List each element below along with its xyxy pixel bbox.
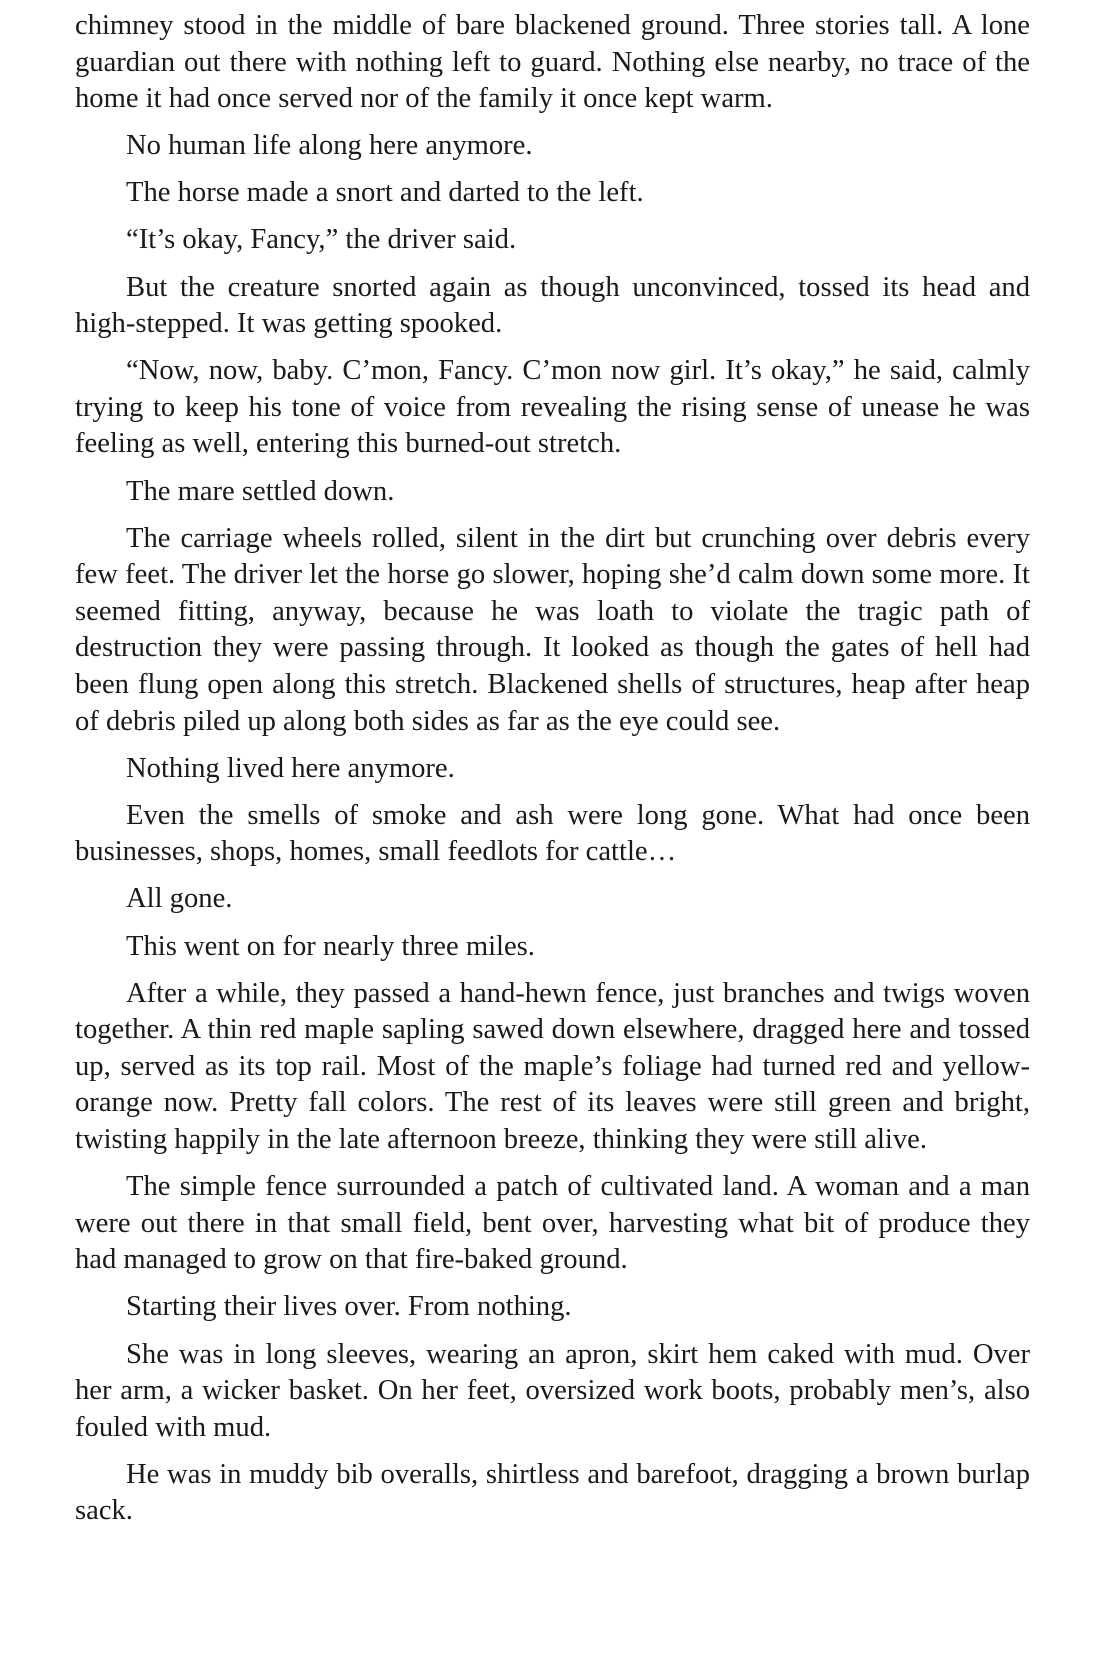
paragraph: All gone. xyxy=(126,883,233,915)
paragraph-continued: chimney stood in the middle of bare blackened ground. Three stories tall. A lone guardian out there with nothing left to guard. Nothing else nearby, no trace of the home it had once served nor of the family it once kept warm. xyxy=(75,10,1030,115)
paragraph: He was in muddy bib overalls, shirtless and barefoot, dragging a brown burlap sack. xyxy=(75,1458,1030,1527)
paragraph: After a while, they passed a hand-hewn fence, just branches and twigs woven together. A thin red maple sapling sawed down elsewhere, dragged here and tossed up, served as its top rail. Most of the maple’s foliage had turned red and yellow-orange now. Pretty fall colors. The rest of its leaves were still green and bright, twisting happily in the late afternoon breeze, thinking they were still alive. xyxy=(75,977,1030,1156)
paragraph: No human life along here anymore. xyxy=(126,130,533,162)
paragraph: She was in long sleeves, wearing an apron, skirt hem caked with mud. Over her arm, a wicker basket. On her feet, oversized work boots, probably men’s, also fouled with mud. xyxy=(75,1338,1030,1443)
paragraph: Starting their lives over. From nothing. xyxy=(126,1291,572,1323)
paragraph: “It’s okay, Fancy,” the driver said. xyxy=(126,224,517,256)
paragraph: This went on for nearly three miles. xyxy=(126,930,535,962)
paragraph: The mare settled down. xyxy=(126,475,395,507)
book-page-text xyxy=(75,8,1030,1540)
paragraph: Nothing lived here anymore. xyxy=(126,752,455,784)
paragraph: The horse made a snort and darted to the left. xyxy=(126,177,644,209)
paragraph: The simple fence surrounded a patch of cultivated land. A woman and a man were out there in that small field, bent over, harvesting what bit of produce they had managed to grow on that fire-baked ground. xyxy=(75,1171,1030,1276)
paragraph: “Now, now, baby. C’mon, Fancy. C’mon now girl. It’s okay,” he said, calmly trying to keep his tone of voice from revealing the rising sense of unease he was feeling as well, entering this burned-out stretch. xyxy=(75,355,1030,460)
paragraph: But the creature snorted again as though unconvinced, tossed its head and high-stepped. It was getting spooked. xyxy=(75,271,1030,340)
paragraph: Even the smells of smoke and ash were long gone. What had once been businesses, shops, homes, small feedlots for cattle… xyxy=(75,799,1030,868)
paragraph: The carriage wheels rolled, silent in the dirt but crunching over debris every few feet. The driver let the horse go slower, hoping she’d calm down some more. It seemed fitting, anyway, because he was loath to violate the tragic path of destruction they were passing through. It looked as though the gates of hell had been flung open along this stretch. Blackened shells of structures, heap after heap of debris piled up along both sides as far as the eye could see. xyxy=(75,522,1030,737)
